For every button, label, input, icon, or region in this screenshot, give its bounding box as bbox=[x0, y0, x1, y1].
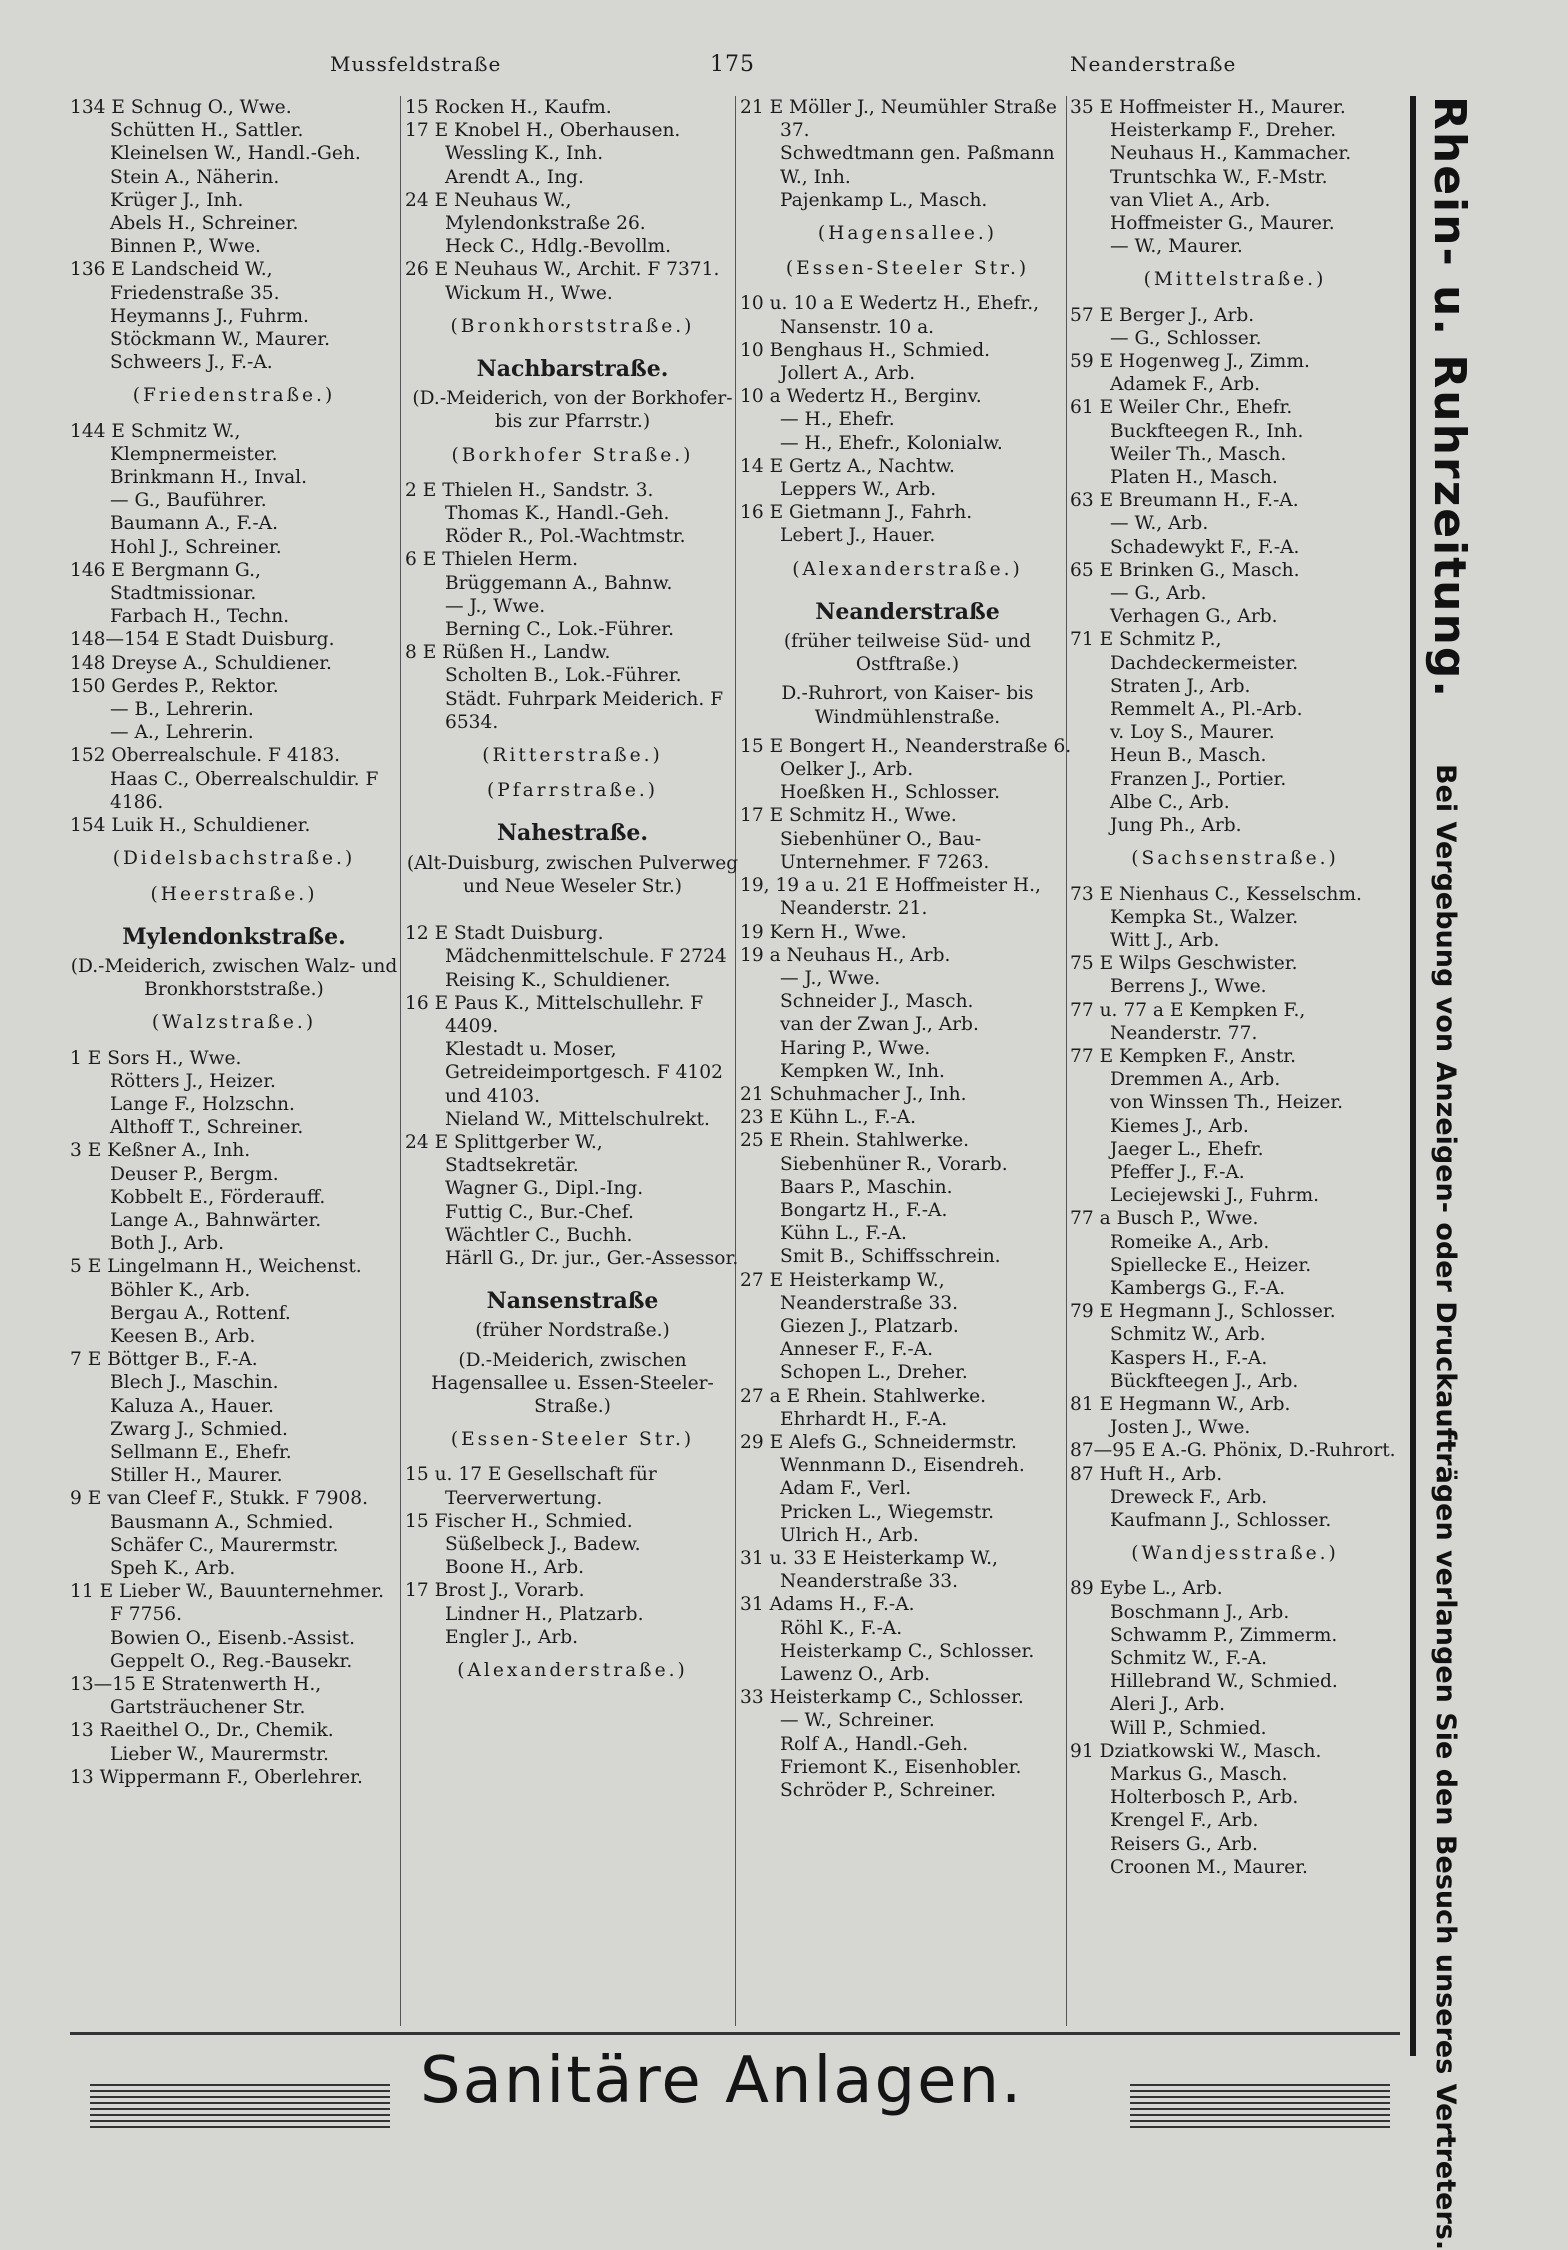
directory-entry: Futtig C., Bur.-Chef. bbox=[445, 1201, 634, 1223]
directory-entry: Klestadt u. Moser, Getreideimportgesch. F 4102 und 4103. bbox=[445, 1039, 723, 1107]
entry-list bbox=[740, 292, 1075, 547]
directory-entry: 19, 19 a u. 21 E Hoffmeister H., Neanderstr. 21. bbox=[740, 875, 1041, 920]
directory-entry: 148 Dreyse A., Schuldiener. bbox=[70, 652, 332, 674]
directory-entry: 77 E Kempken F., Anstr. bbox=[1070, 1045, 1297, 1067]
directory-entry: 6 E Thielen Herm. bbox=[405, 549, 579, 571]
directory-entry: — J., Wwe. bbox=[780, 967, 881, 989]
directory-entry: 15 u. 17 E Gesellschaft für Teerverwertung. bbox=[405, 1464, 657, 1509]
directory-entry: Kiemes J., Arb. bbox=[1110, 1115, 1249, 1137]
directory-entry: Speh K., Arb. bbox=[110, 1557, 236, 1579]
directory-entry: 21 Schuhmacher J., Inh. bbox=[740, 1083, 967, 1105]
directory-entry: 2 E Thielen H., Sandstr. 3. bbox=[405, 479, 654, 501]
directory-entry: Baumann A., F.-A. bbox=[110, 513, 278, 535]
directory-entry: Adamek F., Arb. bbox=[1110, 374, 1261, 396]
directory-entry: 14 E Gertz A., Nachtw. bbox=[740, 455, 955, 477]
directory-entry: Schmitz W., F.-A. bbox=[1110, 1648, 1268, 1669]
directory-entry: Schadewykt F., F.-A. bbox=[1110, 536, 1300, 558]
street-note: (Alt-Duisburg, zwischen Pulverweg und Neue Weseler Str.) bbox=[406, 852, 739, 897]
directory-entry: van der Zwan J., Arb. bbox=[780, 1014, 979, 1036]
directory-column-2 bbox=[405, 96, 740, 2026]
entry-list bbox=[1070, 304, 1400, 838]
directory-entry: Bongartz H., F.-A. bbox=[780, 1199, 948, 1221]
directory-entry: Witt J., Arb. bbox=[1110, 929, 1220, 951]
directory-entry: 25 E Rhein. Stahlwerke. bbox=[740, 1130, 969, 1152]
directory-entry: Rötters J., Heizer. bbox=[110, 1070, 276, 1092]
directory-entry: Kleinelsen W., Handl.-Geh. bbox=[110, 143, 361, 165]
directory-entry: 21 E Möller J., Neumühler Straße 37. bbox=[740, 97, 1057, 142]
entry-list bbox=[1070, 96, 1400, 258]
directory-entry: 19 Kern H., Wwe. bbox=[740, 921, 907, 943]
directory-entry: 81 E Hegmann W., Arb. bbox=[1070, 1393, 1291, 1415]
entry-list bbox=[405, 922, 740, 1270]
street-heading: Neanderstraße bbox=[815, 598, 1000, 625]
directory-entry: Haas C., Oberrealschuldir. F 4186. bbox=[110, 768, 379, 813]
directory-entry: 24 E Splittgerber W., Stadtsekretär. bbox=[405, 1131, 603, 1177]
directory-entry: Jollert A., Arb. bbox=[780, 363, 916, 385]
directory-entry: 12 E Stadt Duisburg. Mädchenmittelschule. F 2724 bbox=[405, 923, 727, 968]
directory-entry: Baars P., Maschin. bbox=[780, 1176, 953, 1198]
ad-decoration-right bbox=[1130, 2084, 1390, 2128]
entry-list bbox=[70, 1047, 398, 1790]
directory-entry: 61 E Weiler Chr., Ehefr. bbox=[1070, 397, 1293, 419]
cross-street-ref: (Sachsenstraße.) bbox=[1131, 848, 1339, 870]
cross-street-ref: (Bronkhorststraße.) bbox=[450, 315, 695, 337]
directory-entry: Bückfteegen J., Arb. bbox=[1110, 1370, 1299, 1392]
directory-entry: Spiellecke E., Heizer. bbox=[1110, 1254, 1312, 1276]
directory-entry: Scholten B., Lok.-Führer. bbox=[445, 665, 682, 687]
directory-entry: Farbach H., Techn. bbox=[110, 606, 290, 628]
column-divider bbox=[400, 96, 401, 2026]
directory-entry: Croonen M., Maurer. bbox=[1110, 1856, 1308, 1878]
directory-entry: Reising K., Schuldiener. bbox=[445, 969, 671, 991]
directory-entry: Truntschka W., F.-Mstr. bbox=[1110, 166, 1328, 188]
directory-entry: 154 Luik H., Schuldiener. bbox=[70, 815, 311, 837]
directory-entry: Will P., Schmied. bbox=[1110, 1717, 1267, 1739]
directory-entry: Krüger J., Inh. bbox=[110, 189, 244, 211]
directory-entry: 13—15 E Stratenwerth H., Gartsträuchener Str. bbox=[70, 1674, 322, 1719]
entry-list bbox=[1070, 883, 1400, 1533]
directory-entry: 35 E Hoffmeister H., Maurer. bbox=[1070, 97, 1346, 118]
street-note: D.-Ruhrort, von Kaiser- bis Windmühlenstraße. bbox=[781, 683, 1034, 728]
directory-entry: Anneser F., F.-A. bbox=[780, 1339, 933, 1361]
directory-entry: — G., Schlosser. bbox=[1110, 327, 1262, 349]
directory-entry: Binnen P., Wwe. bbox=[110, 236, 261, 258]
directory-entry: Kaufmann J., Schlosser. bbox=[1110, 1509, 1332, 1531]
directory-entry: — W., Maurer. bbox=[1110, 236, 1243, 258]
directory-entry: 27 E Heisterkamp W., Neanderstraße 33. bbox=[740, 1269, 959, 1314]
cross-street-ref: (Alexanderstraße.) bbox=[792, 558, 1023, 580]
street-note: (D.-Meiderich, zwischen Hagensallee u. Essen-Steeler-Straße.) bbox=[431, 1349, 714, 1417]
directory-entry: Giezen J., Platzarb. bbox=[780, 1315, 959, 1337]
street-note: (früher Nordstraße.) bbox=[475, 1320, 670, 1342]
ad-decoration-left bbox=[90, 2084, 390, 2128]
directory-entry: Remmelt A., Pl.-Arb. bbox=[1110, 699, 1303, 721]
directory-entry: Krengel F., Arb. bbox=[1110, 1810, 1259, 1832]
directory-entry: Haring P., Wwe. bbox=[780, 1037, 931, 1059]
cross-street-ref: (Heerstraße.) bbox=[150, 883, 318, 905]
street-heading: Nachbarstraße. bbox=[476, 356, 669, 383]
directory-entry: 9 E van Cleef F., Stukk. F 7908. bbox=[70, 1488, 368, 1510]
directory-entry: 91 Dziatkowski W., Masch. bbox=[1070, 1740, 1322, 1762]
directory-entry: Albe C., Arb. bbox=[1110, 791, 1230, 813]
directory-entry: Buckfteegen R., Inh. bbox=[1110, 420, 1304, 442]
advertisement bbox=[90, 2042, 1390, 2172]
directory-entry: Hohl J., Schreiner. bbox=[110, 536, 282, 558]
directory-entry: 17 E Schmitz H., Wwe. bbox=[740, 805, 957, 827]
directory-entry: 16 E Paus K., Mittelschullehr. F 4409. bbox=[405, 992, 704, 1037]
directory-entry: Leppers W., Arb. bbox=[780, 479, 937, 501]
entry-list bbox=[70, 420, 398, 838]
directory-entry: Boone H., Arb. bbox=[445, 1557, 585, 1579]
directory-column-1 bbox=[70, 96, 398, 2026]
directory-entry: 71 E Schmitz P., Dachdeckermeister. bbox=[1070, 629, 1299, 674]
directory-entry: 65 E Brinken G., Masch. bbox=[1070, 559, 1300, 581]
directory-entry: Schweers J., F.-A. bbox=[110, 352, 273, 374]
directory-entry: — W., Arb. bbox=[1110, 513, 1209, 535]
directory-entry: van Vliet A., Arb. bbox=[1110, 189, 1271, 211]
directory-entry: Wächtler C., Buchh. bbox=[445, 1224, 633, 1246]
cross-street-ref: (Alexanderstraße.) bbox=[457, 1659, 688, 1681]
directory-entry: 75 E Wilps Geschwister. bbox=[1070, 953, 1298, 975]
cross-street-ref: (Essen-Steeler Str.) bbox=[785, 258, 1030, 280]
directory-entry: Kaluza A., Hauer. bbox=[110, 1395, 274, 1417]
directory-entry: Wickum H., Wwe. bbox=[445, 282, 613, 304]
directory-entry: Jung Ph., Arb. bbox=[1110, 815, 1242, 837]
directory-entry: 136 E Landscheid W., Friedenstraße 35. bbox=[70, 259, 280, 304]
directory-entry: Schopen L., Dreher. bbox=[780, 1362, 968, 1384]
street-note: (D.-Meiderich, zwischen Walz- und Bronkhorststraße.) bbox=[70, 955, 398, 1001]
directory-entry: 11 E Lieber W., Bauunternehmer. F 7756. bbox=[70, 1581, 385, 1626]
directory-entry: 10 u. 10 a E Wedertz H., Ehefr., Nansenstr. 10 a. bbox=[740, 293, 1040, 338]
directory-entry: Heisterkamp F., Dreher. bbox=[1110, 120, 1337, 142]
directory-entry: Platen H., Masch. bbox=[1110, 467, 1278, 489]
directory-entry: Neuhaus H., Kammacher. bbox=[1110, 143, 1352, 165]
directory-entry: 89 Eybe L., Arb. bbox=[1070, 1578, 1223, 1600]
directory-entry: 23 E Kühn L., F.-A. bbox=[740, 1107, 916, 1129]
directory-entry: — A., Lehrerin. bbox=[110, 722, 254, 744]
directory-entry: 15 Rocken H., Kaufm. bbox=[405, 97, 612, 118]
directory-entry: Stein A., Näherin. bbox=[110, 166, 280, 188]
directory-entry: 63 E Breumann H., F.-A. bbox=[1070, 490, 1299, 512]
street-heading: Nansenstraße bbox=[486, 1288, 659, 1315]
cross-street-ref: (Pfarrstraße.) bbox=[486, 780, 659, 802]
directory-entry: Wennmann D., Eisendreh. bbox=[780, 1455, 1025, 1477]
directory-entry: Pricken L., Wiegemstr. bbox=[780, 1501, 995, 1523]
directory-entry: Lindner H., Platzarb. bbox=[445, 1603, 644, 1625]
directory-entry: — G., Bauführer. bbox=[110, 490, 267, 512]
directory-entry: Stöckmann W., Maurer. bbox=[110, 329, 331, 351]
directory-entry: Stiller H., Maurer. bbox=[110, 1465, 283, 1487]
directory-entry: Arendt A., Ing. bbox=[445, 166, 584, 188]
directory-entry: Hoffmeister G., Maurer. bbox=[1110, 213, 1335, 235]
directory-entry: — G., Arb. bbox=[1110, 583, 1207, 605]
directory-entry: 77 u. 77 a E Kempken F., Neanderstr. 77. bbox=[1070, 999, 1306, 1044]
directory-entry: 73 E Nienhaus C., Kesselschm. bbox=[1070, 883, 1362, 905]
directory-entry: 152 Oberrealschule. F 4183. bbox=[70, 745, 341, 767]
directory-entry: Romeike A., Arb. bbox=[1110, 1231, 1270, 1253]
directory-entry: Schwedtmann gen. Paßmann W., Inh. bbox=[780, 143, 1055, 188]
directory-entry: Berrens J., Wwe. bbox=[1110, 976, 1267, 998]
directory-entry: 148—154 E Stadt Duisburg. bbox=[70, 629, 335, 651]
directory-entry: Adam F., Verl. bbox=[780, 1478, 912, 1500]
directory-entry: 57 E Berger J., Arb. bbox=[1070, 304, 1255, 326]
header-right-street: Neanderstraße bbox=[1070, 52, 1237, 76]
directory-entry: Holterbosch P., Arb. bbox=[1110, 1787, 1299, 1809]
advertisement-text: Sanitäre Anlagen. bbox=[420, 2044, 1024, 2118]
directory-entry: 10 a Wedertz H., Berginv. bbox=[740, 386, 982, 408]
entry-list bbox=[405, 1463, 740, 1649]
directory-entry: Abels H., Schreiner. bbox=[110, 213, 299, 235]
entry-list bbox=[1070, 1577, 1400, 1879]
directory-entry: Hillebrand W., Schmied. bbox=[1110, 1671, 1338, 1693]
directory-entry: 79 E Hegmann J., Schlosser. bbox=[1070, 1301, 1336, 1323]
directory-entry: Dremmen A., Arb. bbox=[1110, 1069, 1281, 1091]
directory-column-3 bbox=[740, 96, 1075, 2026]
directory-entry: Hoeßken H., Schlosser. bbox=[780, 782, 1001, 804]
directory-entry: Blech J., Maschin. bbox=[110, 1372, 279, 1394]
directory-entry: Verhagen G., Arb. bbox=[1110, 606, 1278, 628]
directory-entry: 31 Adams H., F.-A. bbox=[740, 1594, 915, 1616]
directory-entry: Smit B., Schiffsschrein. bbox=[780, 1246, 1001, 1268]
directory-entry: 7 E Böttger B., F.-A. bbox=[70, 1349, 258, 1371]
directory-entry: Siebenhüner O., Bau-Unternehmer. F 7263. bbox=[780, 828, 990, 873]
directory-entry: Brüggemann A., Bahnw. bbox=[445, 572, 673, 594]
directory-entry: Lawenz O., Arb. bbox=[780, 1664, 931, 1685]
directory-entry: Wagner G., Dipl.-Ing. bbox=[445, 1178, 644, 1200]
directory-entry: Bowien O., Eisenb.-Assist. bbox=[110, 1627, 356, 1649]
directory-entry: Kaspers H., F.-A. bbox=[1110, 1347, 1268, 1369]
cross-street-ref: (Borkhofer Straße.) bbox=[451, 444, 694, 466]
directory-entry: 17 E Knobel H., Oberhausen. bbox=[405, 120, 681, 142]
directory-entry: 150 Gerdes P., Rektor. bbox=[70, 675, 279, 697]
directory-entry: Ulrich H., Arb. bbox=[780, 1524, 919, 1546]
directory-entry: Lange F., Holzschn. bbox=[110, 1093, 295, 1115]
directory-entry: Rolf A., Handl.-Geh. bbox=[780, 1733, 969, 1755]
street-note: (D.-Meiderich, von der Borkhofer- bis zur Pfarrstr.) bbox=[412, 388, 733, 433]
directory-entry: Süßelbeck J., Badew. bbox=[445, 1533, 641, 1555]
directory-entry: Heisterkamp C., Schlosser. bbox=[780, 1640, 1035, 1662]
cross-street-ref: (Mittelstraße.) bbox=[1143, 269, 1327, 291]
cross-street-ref: (Hagensallee.) bbox=[817, 223, 998, 245]
directory-entry: Bausmann A., Schmied. bbox=[110, 1511, 334, 1533]
bottom-rule bbox=[70, 2032, 1400, 2035]
directory-entry: Schütten H., Sattler. bbox=[110, 120, 304, 142]
directory-entry: 16 E Gietmann J., Fahrh. bbox=[740, 502, 973, 524]
directory-entry: Kambergs G., F.-A. bbox=[1110, 1277, 1286, 1299]
directory-entry: — J., Wwe. bbox=[445, 595, 546, 617]
directory-entry: Althoff T., Schreiner. bbox=[110, 1117, 304, 1139]
directory-entry: — B., Lehrerin. bbox=[110, 699, 254, 721]
directory-entry: Deuser P., Bergm. bbox=[110, 1163, 279, 1185]
directory-entry: Kühn L., F.-A. bbox=[780, 1223, 907, 1245]
directory-entry: 134 E Schnug O., Wwe. bbox=[70, 97, 292, 118]
directory-entry: 8 E Rüßen H., Landw. bbox=[405, 642, 611, 664]
directory-entry: Straten J., Arb. bbox=[1110, 675, 1251, 697]
directory-entry: 15 E Bongert H., Neanderstraße 6. bbox=[740, 735, 1072, 757]
directory-entry: 33 Heisterkamp C., Schlosser. bbox=[740, 1687, 1024, 1709]
directory-entry: Wessling K., Inh. bbox=[445, 143, 604, 165]
directory-entry: Friemont K., Eisenhobler. bbox=[780, 1756, 1022, 1778]
page-number: 175 bbox=[710, 52, 755, 77]
directory-entry: Kempken W., Inh. bbox=[780, 1060, 945, 1082]
directory-entry: Zwarg J., Schmied. bbox=[110, 1418, 288, 1440]
cross-street-ref: (Friedenstraße.) bbox=[132, 385, 336, 407]
directory-entry: Keesen B., Arb. bbox=[110, 1325, 256, 1347]
directory-entry: Weiler Th., Masch. bbox=[1110, 443, 1287, 465]
directory-entry: 13 Wippermann F., Oberlehrer. bbox=[70, 1766, 363, 1788]
directory-entry: Lieber W., Maurermstr. bbox=[110, 1743, 329, 1765]
directory-entry: Both J., Arb. bbox=[110, 1233, 225, 1255]
page-header bbox=[70, 52, 1410, 86]
directory-entry: 15 Fischer H., Schmied. bbox=[405, 1510, 633, 1532]
directory-entry: von Winssen Th., Heizer. bbox=[1110, 1092, 1344, 1114]
entry-list bbox=[405, 96, 740, 305]
cross-street-ref: (Essen-Steeler Str.) bbox=[450, 1429, 695, 1451]
directory-entry: Berning C., Lok.-Führer. bbox=[445, 619, 675, 641]
street-note: (früher teilweise Süd- und Ostftraße.) bbox=[783, 631, 1032, 676]
directory-entry: Schmitz W., Arb. bbox=[1110, 1324, 1266, 1346]
directory-entry: 13 Raeithel O., Dr., Chemik. bbox=[70, 1720, 334, 1742]
directory-entry: Pajenkamp L., Masch. bbox=[780, 189, 988, 211]
directory-entry: 87—95 E A.-G. Phönix, D.-Ruhrort. bbox=[1070, 1440, 1396, 1462]
directory-entry: Josten J., Wwe. bbox=[1110, 1417, 1251, 1439]
banner-title: Rhein- u. Ruhrzeitung. bbox=[1424, 96, 1475, 700]
directory-entry: Schröder P., Schreiner. bbox=[780, 1780, 997, 1802]
directory-entry: Kobbelt E., Förderauff. bbox=[110, 1186, 326, 1208]
newspaper-banner bbox=[1410, 96, 1476, 2250]
directory-entry: Schäfer C., Maurermstr. bbox=[110, 1534, 339, 1556]
directory-entry: 10 Benghaus H., Schmied. bbox=[740, 339, 991, 361]
directory-entry: 17 Brost J., Vorarb. bbox=[405, 1580, 585, 1602]
directory-entry: — H., Ehefr. bbox=[780, 409, 895, 431]
directory-entry: Brinkmann H., Inval. bbox=[110, 467, 308, 489]
directory-entry: Lebert J., Hauer. bbox=[780, 525, 936, 547]
directory-entry: 26 E Neuhaus W., Archit. F 7371. bbox=[405, 259, 720, 281]
directory-entry: 27 a E Rhein. Stahlwerke. bbox=[740, 1385, 986, 1407]
entry-list bbox=[405, 479, 740, 734]
entry-list bbox=[740, 96, 1075, 212]
directory-entry: Städt. Fuhrpark Meiderich. F 6534. bbox=[445, 688, 724, 733]
directory-entry: Kempka St., Walzer. bbox=[1110, 906, 1299, 928]
street-heading: Mylendonkstraße. bbox=[122, 923, 346, 950]
directory-entry: Aleri J., Arb. bbox=[1110, 1694, 1225, 1716]
cross-street-ref: (Walzstraße.) bbox=[151, 1012, 317, 1034]
directory-entry: Leciejewski J., Fuhrm. bbox=[1110, 1185, 1320, 1207]
directory-entry: 87 Huft H., Arb. bbox=[1070, 1463, 1223, 1485]
directory-entry: v. Loy S., Maurer. bbox=[1110, 722, 1275, 744]
directory-entry: Boschmann J., Arb. bbox=[1110, 1601, 1290, 1623]
directory-entry: 144 E Schmitz W., Klempnermeister. bbox=[70, 420, 278, 465]
cross-street-ref: (Ritterstraße.) bbox=[482, 745, 663, 767]
directory-entry: 29 E Alefs G., Schneidermstr. bbox=[740, 1431, 1017, 1453]
cross-street-ref: (Wandjesstraße.) bbox=[1131, 1543, 1339, 1565]
directory-entry: — W., Schreiner. bbox=[780, 1710, 935, 1732]
directory-entry: Jaeger L., Ehefr. bbox=[1110, 1138, 1264, 1160]
directory-entry: 1 E Sors H., Wwe. bbox=[70, 1047, 242, 1069]
cross-street-ref: (Didelsbachstraße.) bbox=[112, 848, 356, 870]
directory-entry: Heymanns J., Fuhrm. bbox=[110, 305, 309, 327]
directory-entry: Engler J., Arb. bbox=[445, 1626, 579, 1648]
directory-entry: Härll G., Dr. jur., Ger.-Assessor. bbox=[445, 1247, 739, 1269]
directory-entry: Heck C., Hdlg.-Bevollm. bbox=[445, 236, 672, 258]
directory-entry: Thomas K., Handl.-Geh. bbox=[445, 503, 670, 525]
directory-entry: 31 u. 33 E Heisterkamp W., Neanderstraße 33. bbox=[740, 1547, 998, 1593]
directory-entry: 19 a Neuhaus H., Arb. bbox=[740, 944, 951, 966]
directory-entry: Dreweck F., Arb. bbox=[1110, 1486, 1268, 1508]
directory-entry: Pfeffer J., F.-A. bbox=[1110, 1161, 1245, 1183]
header-left-street: Mussfeldstraße bbox=[330, 52, 502, 76]
directory-entry: Heun B., Masch. bbox=[1110, 745, 1267, 767]
directory-entry: Franzen J., Portier. bbox=[1110, 768, 1287, 790]
directory-entry: Schwamm P., Zimmerm. bbox=[1110, 1624, 1338, 1646]
directory-entry: Nieland W., Mittelschulrekt. bbox=[445, 1108, 710, 1130]
directory-entry: 5 E Lingelmann H., Weichenst. bbox=[70, 1256, 362, 1278]
entry-list bbox=[70, 96, 398, 374]
entry-list bbox=[740, 735, 1075, 1802]
directory-entry: Markus G., Masch. bbox=[1110, 1764, 1288, 1786]
directory-entry: Bergau A., Rottenf. bbox=[110, 1302, 291, 1324]
directory-entry: Oelker J., Arb. bbox=[780, 759, 914, 781]
directory-entry: Reisers G., Arb. bbox=[1110, 1833, 1258, 1855]
directory-entry: Ehrhardt H., F.-A. bbox=[780, 1408, 948, 1430]
directory-entry: Siebenhüner R., Vorarb. bbox=[780, 1153, 1008, 1175]
street-heading: Nahestraße. bbox=[496, 820, 649, 847]
directory-entry: — H., Ehefr., Kolonialw. bbox=[780, 432, 1003, 454]
directory-entry: Schneider J., Masch. bbox=[780, 991, 974, 1013]
directory-entry: Lange A., Bahnwärter. bbox=[110, 1209, 322, 1231]
directory-entry: Geppelt O., Reg.-Bausekr. bbox=[110, 1650, 353, 1672]
directory-entry: Böhler K., Arb. bbox=[110, 1279, 251, 1301]
banner-tagline: Bei Vergebung von Anzeigen- oder Druckaufträgen verlangen Sie den Besuch unseres Vertreters. bbox=[1430, 764, 1461, 2250]
directory-entry: Röder R., Pol.-Wachtmstr. bbox=[445, 526, 686, 548]
directory-entry: 59 E Hogenweg J., Zimm. bbox=[1070, 351, 1310, 373]
directory-column-4 bbox=[1070, 96, 1400, 2026]
directory-entry: 146 E Bergmann G., Stadtmissionar. bbox=[70, 559, 261, 605]
directory-entry: 3 E Keßner A., Inh. bbox=[70, 1140, 251, 1162]
directory-entry: 77 a Busch P., Wwe. bbox=[1070, 1208, 1259, 1230]
directory-entry: Sellmann E., Ehefr. bbox=[110, 1441, 292, 1463]
directory-entry: Röhl K., F.-A. bbox=[780, 1617, 903, 1639]
directory-entry: 24 E Neuhaus W., Mylendonkstraße 26. bbox=[405, 189, 646, 235]
